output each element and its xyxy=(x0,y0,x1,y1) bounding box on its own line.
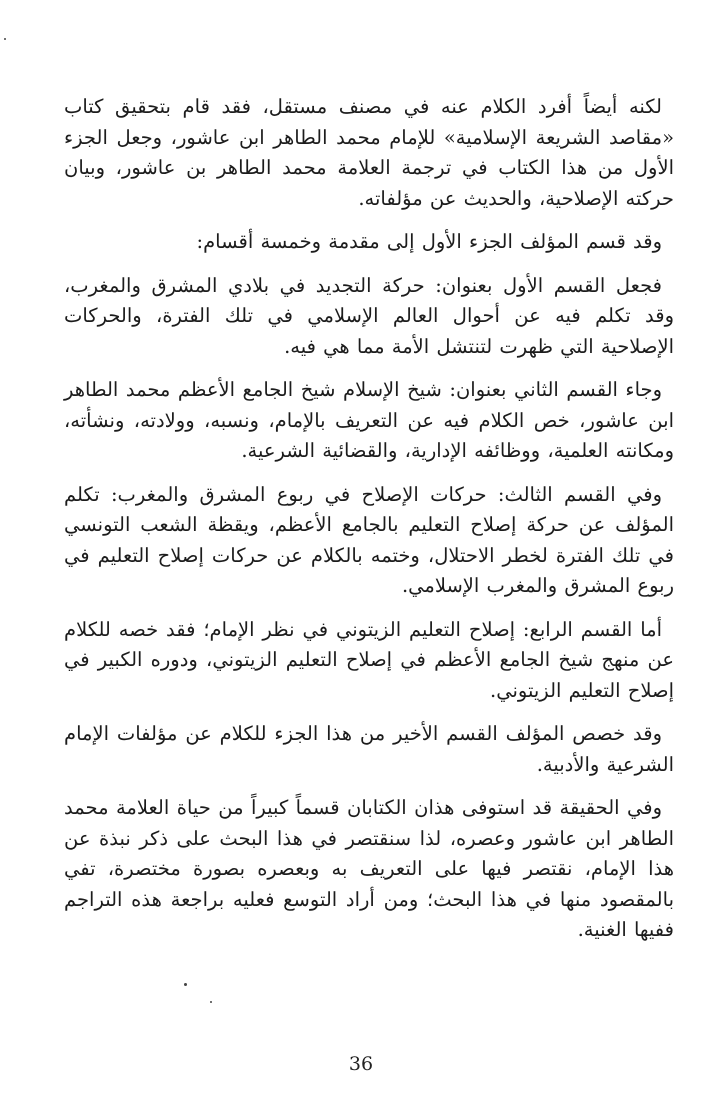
paragraph-section-four: أما القسم الرابع: إصلاح التعليم الزيتوني في نظر الإمام؛ فقد خصه للكلام عن منهج شيخ الجامع الأعظم في إصلاح التعليم الزيتوني، ودوره الكبير في إصلاح التعليم الزيتوني. xyxy=(64,617,674,702)
paragraph-intro: لكنه أيضاً أفرد الكلام عنه في مصنف مستقل، فقد قام بتحقيق كتاب «مقاصد الشريعة الإسلامية» للإمام محمد الطاهر ابن عاشور، وجعل الجزء الأول من هذا الكتاب في ترجمة العلامة محمد الطاهر بن عاشور، وبيان حركته الإصلاحية، والحديث عن مؤلفاته. xyxy=(64,95,674,210)
paragraph-section-five: وقد خصص المؤلف القسم الأخير من هذا الجزء للكلام عن مؤلفات الإمام الشرعية والأدبية. xyxy=(64,722,674,776)
paragraph-section-two: وجاء القسم الثاني بعنوان: شيخ الإسلام شيخ الجامع الأعظم محمد الطاهر ابن عاشور، خص الكلام فيه عن التعريف بالإمام، ونسبه، وولادته، ونشأته، ومكانته العلمية، ووظائفه الإدارية، والقضائية الشرعية. xyxy=(64,378,674,462)
paragraph-section-three: وفي القسم الثالث: حركات الإصلاح في ربوع المشرق والمغرب: تكلم المؤلف عن حركة إصلاح التعليم بالجامع الأعظم، ويقظة الشعب التونسي في تلك الفترة لخطر الاحتلال، وختمه بالكلام عن حركات إصلاح التعليم في ربوع المشرق والمغرب الإسلامي. xyxy=(64,482,674,597)
paragraph-section-one: فجعل القسم الأول بعنوان: حركة التجديد في بلادي المشرق والمغرب، وقد تكلم فيه عن أحوال العالم الإسلامي في تلك الفترة، والحركات الإصلاحية التي ظهرت لتنتشل الأمة مما هي فيه. xyxy=(64,273,674,358)
page-number: 36 xyxy=(348,1053,374,1075)
ink-speck xyxy=(184,983,187,986)
paragraph-division: وقد قسم المؤلف الجزء الأول إلى مقدمة وخمسة أقسام: xyxy=(196,230,662,253)
paragraph-conclusion: وفي الحقيقة قد استوفى هذان الكتابان قسماً كبيراً من حياة العلامة محمد الطاهر ابن عاشور وعصره، لذا سنقتصر في هذا البحث على ذكر نبذة عن هذا الإمام، نقتصر فيها على التعريف به وبعصره بصورة مختصرة، تفي بالمقصود منها في هذا البحث؛ ومن أراد التوسع فعليه براجعة هذه التراجم ففيها الغنية. xyxy=(64,796,675,941)
ink-speck xyxy=(210,1001,212,1003)
ink-speck xyxy=(4,38,6,40)
page-body xyxy=(64,92,674,959)
